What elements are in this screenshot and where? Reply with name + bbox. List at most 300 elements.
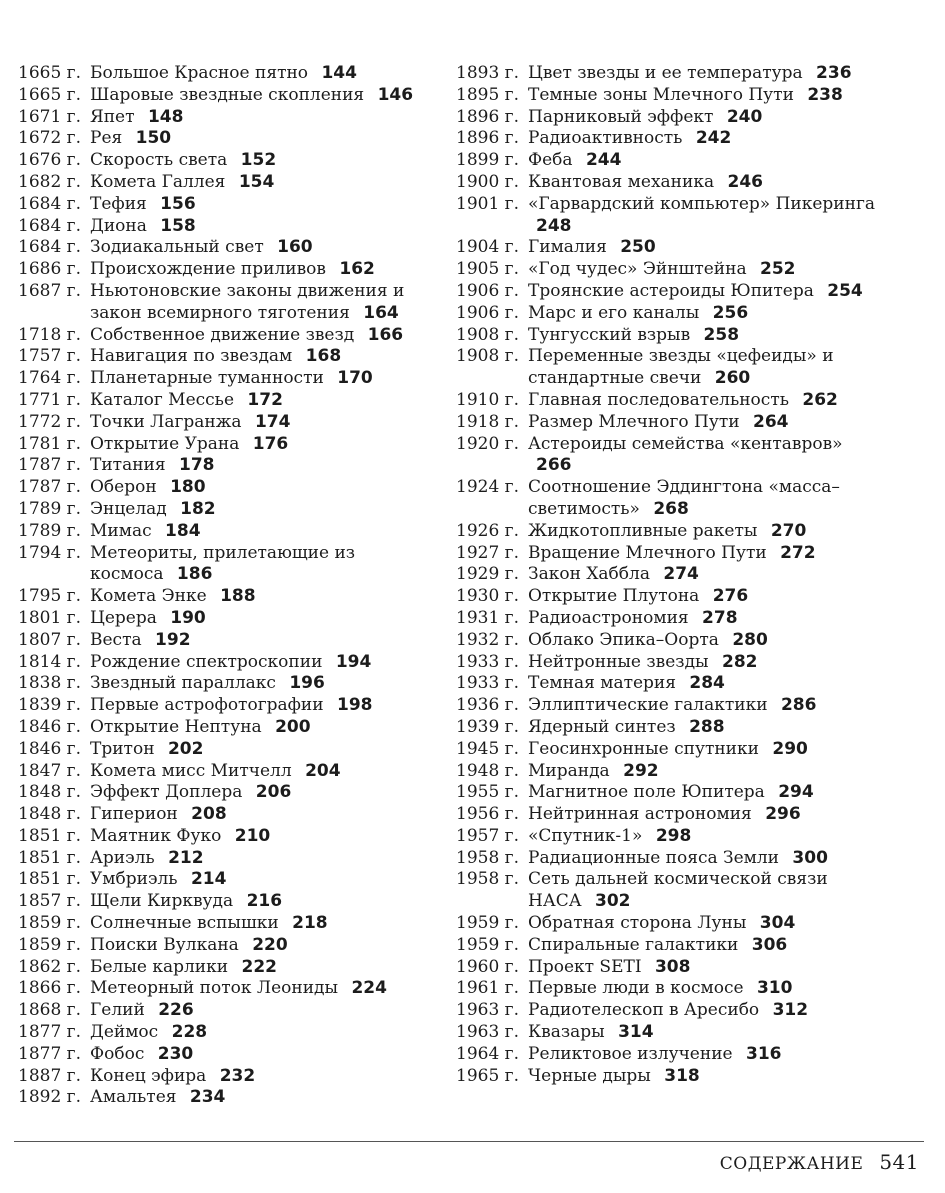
toc-entry-text (90, 346, 428, 368)
footer-divider (14, 1141, 924, 1142)
toc-entry-year: 1905 г. (456, 259, 519, 280)
toc-entry[interactable] (456, 608, 886, 630)
toc-entry-year: 1789 г. (18, 520, 81, 541)
toc-entry-title: Церера (90, 607, 157, 628)
toc-entry[interactable] (18, 695, 428, 717)
toc-entry-year: 1948 г. (456, 760, 519, 781)
toc-entry-page-number[interactable]: 208 (191, 804, 227, 825)
toc-entry[interactable] (456, 826, 886, 848)
toc-entry-text (90, 869, 428, 891)
toc-entry[interactable] (456, 85, 886, 107)
toc-entry-text (528, 237, 886, 259)
toc-entry-year: 1931 г. (456, 607, 519, 628)
toc-entry-title: Парниковый эффект (528, 106, 714, 127)
toc-entry-title: Открытие Урана (90, 433, 240, 454)
toc-entry-title: Темная материя (528, 673, 676, 694)
footer-page-number: 541 (879, 1150, 919, 1174)
toc-entry[interactable] (18, 957, 428, 979)
toc-entry[interactable] (456, 1044, 886, 1066)
toc-entry-page-number[interactable]: 238 (807, 84, 843, 105)
toc-entry[interactable] (18, 216, 428, 238)
toc-entry-text (528, 1000, 886, 1022)
toc-entry-page-number[interactable]: 218 (292, 913, 328, 934)
toc-entry[interactable] (456, 346, 886, 390)
toc-entry[interactable] (18, 586, 428, 608)
toc-entry-page-number[interactable]: 166 (367, 324, 404, 345)
toc-entry-title: Солнечные вспышки (90, 913, 279, 934)
toc-entry-page-number[interactable]: 188 (220, 586, 256, 607)
toc-entry[interactable] (18, 543, 428, 587)
toc-entry-year: 1814 г. (18, 651, 81, 672)
toc-entry[interactable] (456, 172, 886, 194)
toc-entry-title: Рея (90, 128, 123, 149)
toc-entry-page-number[interactable]: 254 (827, 280, 863, 301)
toc-entry-year: 1956 г. (456, 804, 519, 825)
toc-entry-year: 1906 г. (456, 302, 519, 323)
toc-entry-year: 1963 г. (456, 1000, 519, 1021)
toc-entry[interactable] (456, 717, 886, 739)
toc-entry-title: Комета Энке (90, 586, 207, 607)
toc-entry-page-number[interactable]: 222 (241, 956, 277, 977)
toc-entry-title: Скорость света (90, 150, 228, 171)
toc-entry-title: Ариэль (90, 847, 155, 868)
toc-entry-page-number[interactable]: 216 (246, 891, 283, 912)
toc-entry-title: Фобос (90, 1043, 145, 1064)
toc-entry-page-number[interactable]: 318 (664, 1065, 700, 1086)
toc-entry-page-number[interactable]: 278 (702, 607, 738, 628)
toc-entry[interactable] (456, 434, 886, 478)
toc-entry-page-number[interactable]: 274 (663, 564, 699, 585)
toc-entry-page-number[interactable]: 220 (252, 934, 288, 955)
toc-entry-page-number[interactable]: 162 (339, 259, 375, 280)
toc-entry-page-number[interactable]: 148 (147, 106, 184, 127)
toc-entry-page-number[interactable]: 292 (623, 760, 659, 781)
toc-entry[interactable] (18, 739, 428, 761)
toc-entry[interactable] (18, 281, 428, 325)
toc-entry-year: 1926 г. (456, 520, 519, 541)
toc-entry[interactable] (456, 1000, 886, 1022)
toc-entry-page-number[interactable]: 248 (536, 215, 572, 236)
toc-entry-year: 1961 г. (456, 978, 519, 999)
toc-entry[interactable] (18, 782, 428, 804)
toc-entry-page-number[interactable]: 178 (179, 455, 215, 476)
toc-entry[interactable] (456, 935, 886, 957)
toc-entry[interactable] (18, 85, 428, 107)
toc-entry-text (528, 390, 886, 412)
toc-entry-year: 1945 г. (456, 738, 519, 759)
toc-entry-text (528, 761, 886, 783)
toc-entry[interactable] (18, 804, 428, 826)
toc-entry[interactable] (456, 804, 886, 826)
toc-entry-page-number[interactable]: 158 (160, 215, 196, 236)
toc-entry-year: 1927 г. (456, 542, 519, 563)
toc-entry-page-number[interactable]: 200 (275, 716, 311, 737)
toc-entry-page-number[interactable]: 228 (171, 1022, 208, 1043)
toc-entry-title: Жидкотопливные ракеты (528, 520, 758, 541)
toc-entry-page-number[interactable]: 234 (189, 1087, 226, 1108)
toc-entry-text (528, 412, 886, 434)
toc-entry[interactable] (18, 761, 428, 783)
toc-entry-title: Эффект Доплера (90, 782, 243, 803)
toc-entry-text (90, 957, 428, 979)
toc-entry-title: Япет (90, 106, 135, 127)
toc-entry-text (90, 499, 428, 521)
toc-entry-title: Звездный параллакс (90, 673, 276, 694)
toc-entry[interactable] (456, 673, 886, 695)
toc-entry-text (90, 761, 428, 783)
toc-entry-page-number[interactable]: 244 (585, 150, 622, 171)
toc-entry[interactable] (456, 477, 886, 521)
toc-entry[interactable] (456, 107, 886, 129)
toc-entry[interactable] (18, 978, 428, 1000)
toc-entry-page-number[interactable]: 184 (165, 520, 201, 541)
toc-entry-page-number[interactable]: 182 (180, 498, 216, 519)
toc-entry-text (90, 368, 428, 390)
toc-entry-page-number[interactable]: 232 (219, 1065, 256, 1086)
toc-entry[interactable] (18, 1022, 428, 1044)
toc-entry-page-number[interactable]: 210 (234, 825, 271, 846)
toc-entry[interactable] (18, 172, 428, 194)
toc-entry[interactable] (18, 412, 428, 434)
toc-entry[interactable] (18, 194, 428, 216)
toc-entry-text (90, 325, 428, 347)
toc-entry[interactable] (456, 652, 886, 674)
toc-entry[interactable] (456, 259, 886, 281)
toc-right-column (456, 63, 886, 1087)
toc-entry-year: 1781 г. (18, 433, 81, 454)
toc-entry-page-number[interactable]: 206 (255, 782, 292, 803)
toc-entry-text (528, 695, 886, 717)
toc-entry-text (528, 63, 886, 85)
toc-entry[interactable] (18, 848, 428, 870)
toc-entry-year: 1686 г. (18, 259, 81, 280)
toc-entry-year: 1684 г. (18, 237, 81, 258)
toc-entry-text (90, 782, 428, 804)
toc-entry-text (90, 281, 428, 325)
toc-entry[interactable] (18, 477, 428, 499)
toc-entry-title: Гелий (90, 1000, 145, 1021)
toc-entry[interactable] (18, 869, 428, 891)
toc-entry[interactable] (456, 761, 886, 783)
toc-entry[interactable] (456, 63, 886, 85)
toc-entry-year: 1959 г. (456, 934, 519, 955)
toc-entry-page-number[interactable]: 286 (780, 695, 817, 716)
toc-entry-text (528, 477, 886, 521)
toc-entry-page-number[interactable]: 146 (377, 84, 414, 105)
toc-entry[interactable] (18, 913, 428, 935)
toc-entry-text (90, 150, 428, 172)
toc-entry-page-number[interactable]: 260 (714, 368, 751, 389)
toc-entry[interactable] (456, 848, 886, 870)
toc-entry-page-number[interactable]: 192 (155, 629, 191, 650)
toc-entry-title: Радиотелескоп в Аресибо (528, 1000, 760, 1021)
toc-entry[interactable] (456, 521, 886, 543)
toc-entry-text (90, 1066, 428, 1088)
toc-entry[interactable] (18, 630, 428, 652)
toc-entry[interactable] (18, 390, 428, 412)
toc-entry-page-number[interactable]: 176 (252, 433, 289, 454)
toc-entry[interactable] (456, 630, 886, 652)
toc-entry-page-number[interactable]: 262 (802, 389, 838, 410)
toc-entry[interactable] (456, 695, 886, 717)
toc-entry[interactable] (18, 1000, 428, 1022)
toc-entry[interactable] (18, 673, 428, 695)
toc-entry-title: Собственное движение звезд (90, 324, 355, 345)
toc-entry-page-number[interactable]: 282 (721, 651, 758, 672)
toc-entry-page-number[interactable]: 256 (712, 302, 749, 323)
toc-entry-page-number[interactable]: 296 (765, 804, 801, 825)
toc-entry-page-number[interactable]: 314 (618, 1022, 654, 1043)
toc-entry-page-number[interactable]: 204 (305, 760, 341, 781)
toc-entry-year: 1718 г. (18, 324, 81, 345)
toc-entry-title: Рождение спектроскопии (90, 651, 323, 672)
toc-entry-page-number[interactable]: 172 (247, 389, 283, 410)
toc-entry-title: Шаровые звездные скопления (90, 84, 365, 105)
toc-entry-year: 1862 г. (18, 956, 81, 977)
toc-entry-page-number[interactable]: 264 (753, 411, 789, 432)
toc-entry-page-number[interactable]: 164 (363, 302, 399, 323)
toc-entry-text (528, 564, 886, 586)
toc-entry-year: 1795 г. (18, 586, 81, 607)
toc-entry-page-number[interactable]: 236 (816, 63, 852, 83)
toc-entry[interactable] (456, 128, 886, 150)
toc-entry-page-number[interactable]: 214 (190, 869, 227, 890)
toc-entry[interactable] (18, 935, 428, 957)
toc-entry-page-number[interactable]: 280 (732, 629, 768, 650)
toc-entry-year: 1687 г. (18, 280, 81, 301)
toc-entry[interactable] (18, 368, 428, 390)
toc-entry-page-number[interactable]: 252 (760, 259, 796, 280)
toc-entry-title: Цвет звезды и ее температура (528, 63, 803, 83)
toc-entry-title: Каталог Мессье (90, 389, 235, 410)
toc-entry-page-number[interactable]: 310 (756, 978, 793, 999)
toc-entry[interactable] (18, 150, 428, 172)
toc-entry-title: Эллиптические галактики (528, 695, 768, 716)
toc-entry-page-number[interactable]: 270 (770, 520, 807, 541)
toc-entry[interactable] (456, 194, 886, 238)
toc-entry[interactable] (18, 434, 428, 456)
toc-entry-year: 1896 г. (456, 128, 519, 149)
toc-entry[interactable] (18, 455, 428, 477)
toc-entry[interactable] (456, 390, 886, 412)
toc-entry-text (528, 346, 886, 390)
toc-entry-title: Поиски Вулкана (90, 934, 239, 955)
toc-entry-text (90, 434, 428, 456)
toc-entry-page-number[interactable]: 144 (321, 63, 357, 83)
page-footer (720, 1150, 919, 1174)
toc-entry-page-number[interactable]: 312 (772, 1000, 809, 1021)
toc-entry[interactable] (456, 739, 886, 761)
toc-entry-page-number[interactable]: 160 (277, 237, 313, 258)
toc-entry[interactable] (18, 826, 428, 848)
toc-entry-page-number[interactable]: 194 (335, 651, 372, 672)
toc-entry-text (528, 325, 886, 347)
toc-entry-title: Квантовая механика (528, 171, 715, 192)
toc-entry[interactable] (456, 978, 886, 1000)
toc-entry-page-number[interactable]: 266 (536, 455, 572, 476)
toc-entry-year: 1868 г. (18, 1000, 81, 1021)
toc-entry-page-number[interactable]: 186 (176, 564, 213, 585)
toc-entry[interactable] (18, 1066, 428, 1088)
toc-entry-year: 1963 г. (456, 1022, 519, 1043)
toc-entry-year: 1924 г. (456, 477, 519, 498)
toc-entry-page-number[interactable]: 302 (595, 891, 631, 912)
toc-entry[interactable] (456, 869, 886, 913)
toc-entry-text (90, 586, 428, 608)
toc-entry-text (90, 673, 428, 695)
toc-entry-year: 1859 г. (18, 934, 81, 955)
toc-entry-title: Веста (90, 629, 142, 650)
toc-entry-year: 1846 г. (18, 738, 81, 759)
toc-entry[interactable] (456, 150, 886, 172)
toc-entry[interactable] (18, 107, 428, 129)
toc-entry-page-number[interactable]: 156 (160, 193, 196, 214)
toc-entry[interactable] (456, 1066, 886, 1088)
toc-entry[interactable] (456, 303, 886, 325)
toc-entry[interactable] (456, 325, 886, 347)
toc-entry-text (90, 1022, 428, 1044)
toc-entry[interactable] (456, 281, 886, 303)
toc-entry-text (90, 630, 428, 652)
toc-entry-page-number[interactable]: 306 (751, 934, 788, 955)
toc-entry-year: 1932 г. (456, 629, 519, 650)
toc-entry[interactable] (18, 346, 428, 368)
toc-entry-text (90, 216, 428, 238)
toc-entry-page-number[interactable]: 290 (772, 738, 808, 759)
toc-entry-page-number[interactable]: 212 (168, 847, 204, 868)
toc-entry-page-number[interactable]: 168 (305, 346, 342, 367)
toc-entry[interactable] (456, 237, 886, 259)
toc-entry-page-number[interactable]: 226 (158, 1000, 194, 1021)
toc-entry[interactable] (18, 499, 428, 521)
toc-entry-text (90, 412, 428, 434)
toc-entry-year: 1895 г. (456, 84, 519, 105)
toc-entry-text (528, 1044, 886, 1066)
toc-entry-page-number[interactable]: 240 (726, 106, 763, 127)
toc-entry[interactable] (18, 521, 428, 543)
toc-entry[interactable] (18, 608, 428, 630)
toc-entry-text (528, 194, 886, 238)
toc-entry-text (90, 695, 428, 717)
toc-entry[interactable] (456, 782, 886, 804)
toc-entry-text (90, 978, 428, 1000)
toc-entry-page-number[interactable]: 190 (170, 607, 206, 628)
toc-entry-year: 1794 г. (18, 542, 81, 563)
toc-entry-text (528, 259, 886, 281)
toc-entry-page-number[interactable]: 258 (703, 324, 740, 345)
toc-entry[interactable] (456, 564, 886, 586)
toc-entry[interactable] (456, 586, 886, 608)
toc-entry-page-number[interactable]: 152 (240, 150, 277, 171)
toc-entry[interactable] (18, 652, 428, 674)
toc-entry-page-number[interactable]: 150 (135, 128, 172, 149)
toc-entry-title: Размер Млечного Пути (528, 411, 740, 432)
toc-entry-page-number[interactable]: 196 (289, 673, 325, 694)
toc-entry-page-number[interactable]: 272 (780, 542, 816, 563)
toc-entry[interactable] (18, 717, 428, 739)
toc-entry-title: Нейтронные звезды (528, 651, 709, 672)
toc-entry[interactable] (18, 1044, 428, 1066)
toc-entry-year: 1851 г. (18, 847, 81, 868)
toc-entry-title: Нейтринная астрономия (528, 804, 752, 825)
toc-entry-page-number[interactable]: 202 (167, 738, 204, 759)
toc-entry-page-number[interactable]: 288 (689, 716, 725, 737)
toc-entry-text (90, 259, 428, 281)
toc-entry-text (90, 63, 428, 85)
toc-entry-page-number[interactable]: 154 (238, 171, 275, 192)
toc-entry[interactable] (18, 1087, 428, 1109)
toc-entry-year: 1893 г. (456, 63, 519, 83)
toc-entry-text (90, 172, 428, 194)
toc-entry[interactable] (18, 63, 428, 85)
toc-entry-year: 1892 г. (18, 1087, 81, 1108)
toc-entry-page-number[interactable]: 242 (695, 128, 732, 149)
toc-entry-page-number[interactable]: 268 (653, 498, 689, 519)
toc-entry-year: 1859 г. (18, 913, 81, 934)
toc-entry-page-number[interactable]: 294 (778, 782, 814, 803)
toc-entry-page-number[interactable]: 300 (792, 847, 828, 868)
toc-entry-text (528, 303, 886, 325)
toc-entry-title: Комета мисс Митчелл (90, 760, 292, 781)
toc-entry[interactable] (456, 412, 886, 434)
toc-entry[interactable] (456, 543, 886, 565)
toc-entry-title: Спиральные галактики (528, 934, 739, 955)
toc-entry-year: 1904 г. (456, 237, 519, 258)
toc-entry-page-number[interactable]: 304 (759, 913, 796, 934)
toc-entry[interactable] (18, 325, 428, 347)
toc-entry-year: 1672 г. (18, 128, 81, 149)
toc-entry-text (90, 935, 428, 957)
toc-entry-page-number[interactable]: 284 (689, 673, 725, 694)
toc-entry-page-number[interactable]: 174 (254, 411, 291, 432)
toc-entry[interactable] (456, 913, 886, 935)
toc-entry-year: 1901 г. (456, 193, 519, 214)
toc-entry-year: 1665 г. (18, 63, 81, 83)
toc-entry[interactable] (18, 259, 428, 281)
toc-entry-year: 1851 г. (18, 825, 81, 846)
toc-entry-text (90, 1087, 428, 1109)
toc-entry-title: Геосинхронные спутники (528, 738, 759, 759)
toc-entry-page-number[interactable]: 308 (654, 956, 691, 977)
toc-entry-page-number[interactable]: 180 (170, 477, 206, 498)
toc-entry-text (528, 826, 886, 848)
toc-entry-year: 1908 г. (456, 346, 519, 367)
toc-entry-page-number[interactable]: 298 (655, 825, 692, 846)
toc-entry[interactable] (456, 1022, 886, 1044)
toc-entry-title: Черные дыры (528, 1065, 651, 1086)
toc-entry-text (528, 586, 886, 608)
toc-entry-page-number[interactable]: 224 (351, 978, 387, 999)
toc-entry-page-number[interactable]: 276 (712, 586, 749, 607)
toc-entry-year: 1839 г. (18, 695, 81, 716)
toc-entry-page-number[interactable]: 170 (337, 368, 373, 389)
toc-entry-page-number[interactable]: 250 (620, 237, 656, 258)
toc-entry[interactable] (18, 237, 428, 259)
toc-entry-text (90, 717, 428, 739)
toc-entry-text (528, 717, 886, 739)
toc-entry-year: 1955 г. (456, 782, 519, 803)
toc-entry-title: Обратная сторона Луны (528, 913, 747, 934)
toc-entry-title: Щели Кирквуда (90, 891, 234, 912)
toc-entry[interactable] (456, 957, 886, 979)
toc-entry-text (528, 848, 886, 870)
toc-entry[interactable] (18, 891, 428, 913)
toc-entry-page-number[interactable]: 230 (157, 1043, 194, 1064)
toc-entry-page-number[interactable]: 316 (746, 1043, 782, 1064)
toc-entry[interactable] (18, 128, 428, 150)
toc-entry-page-number[interactable]: 198 (337, 695, 373, 716)
toc-entry-page-number[interactable]: 246 (727, 171, 764, 192)
